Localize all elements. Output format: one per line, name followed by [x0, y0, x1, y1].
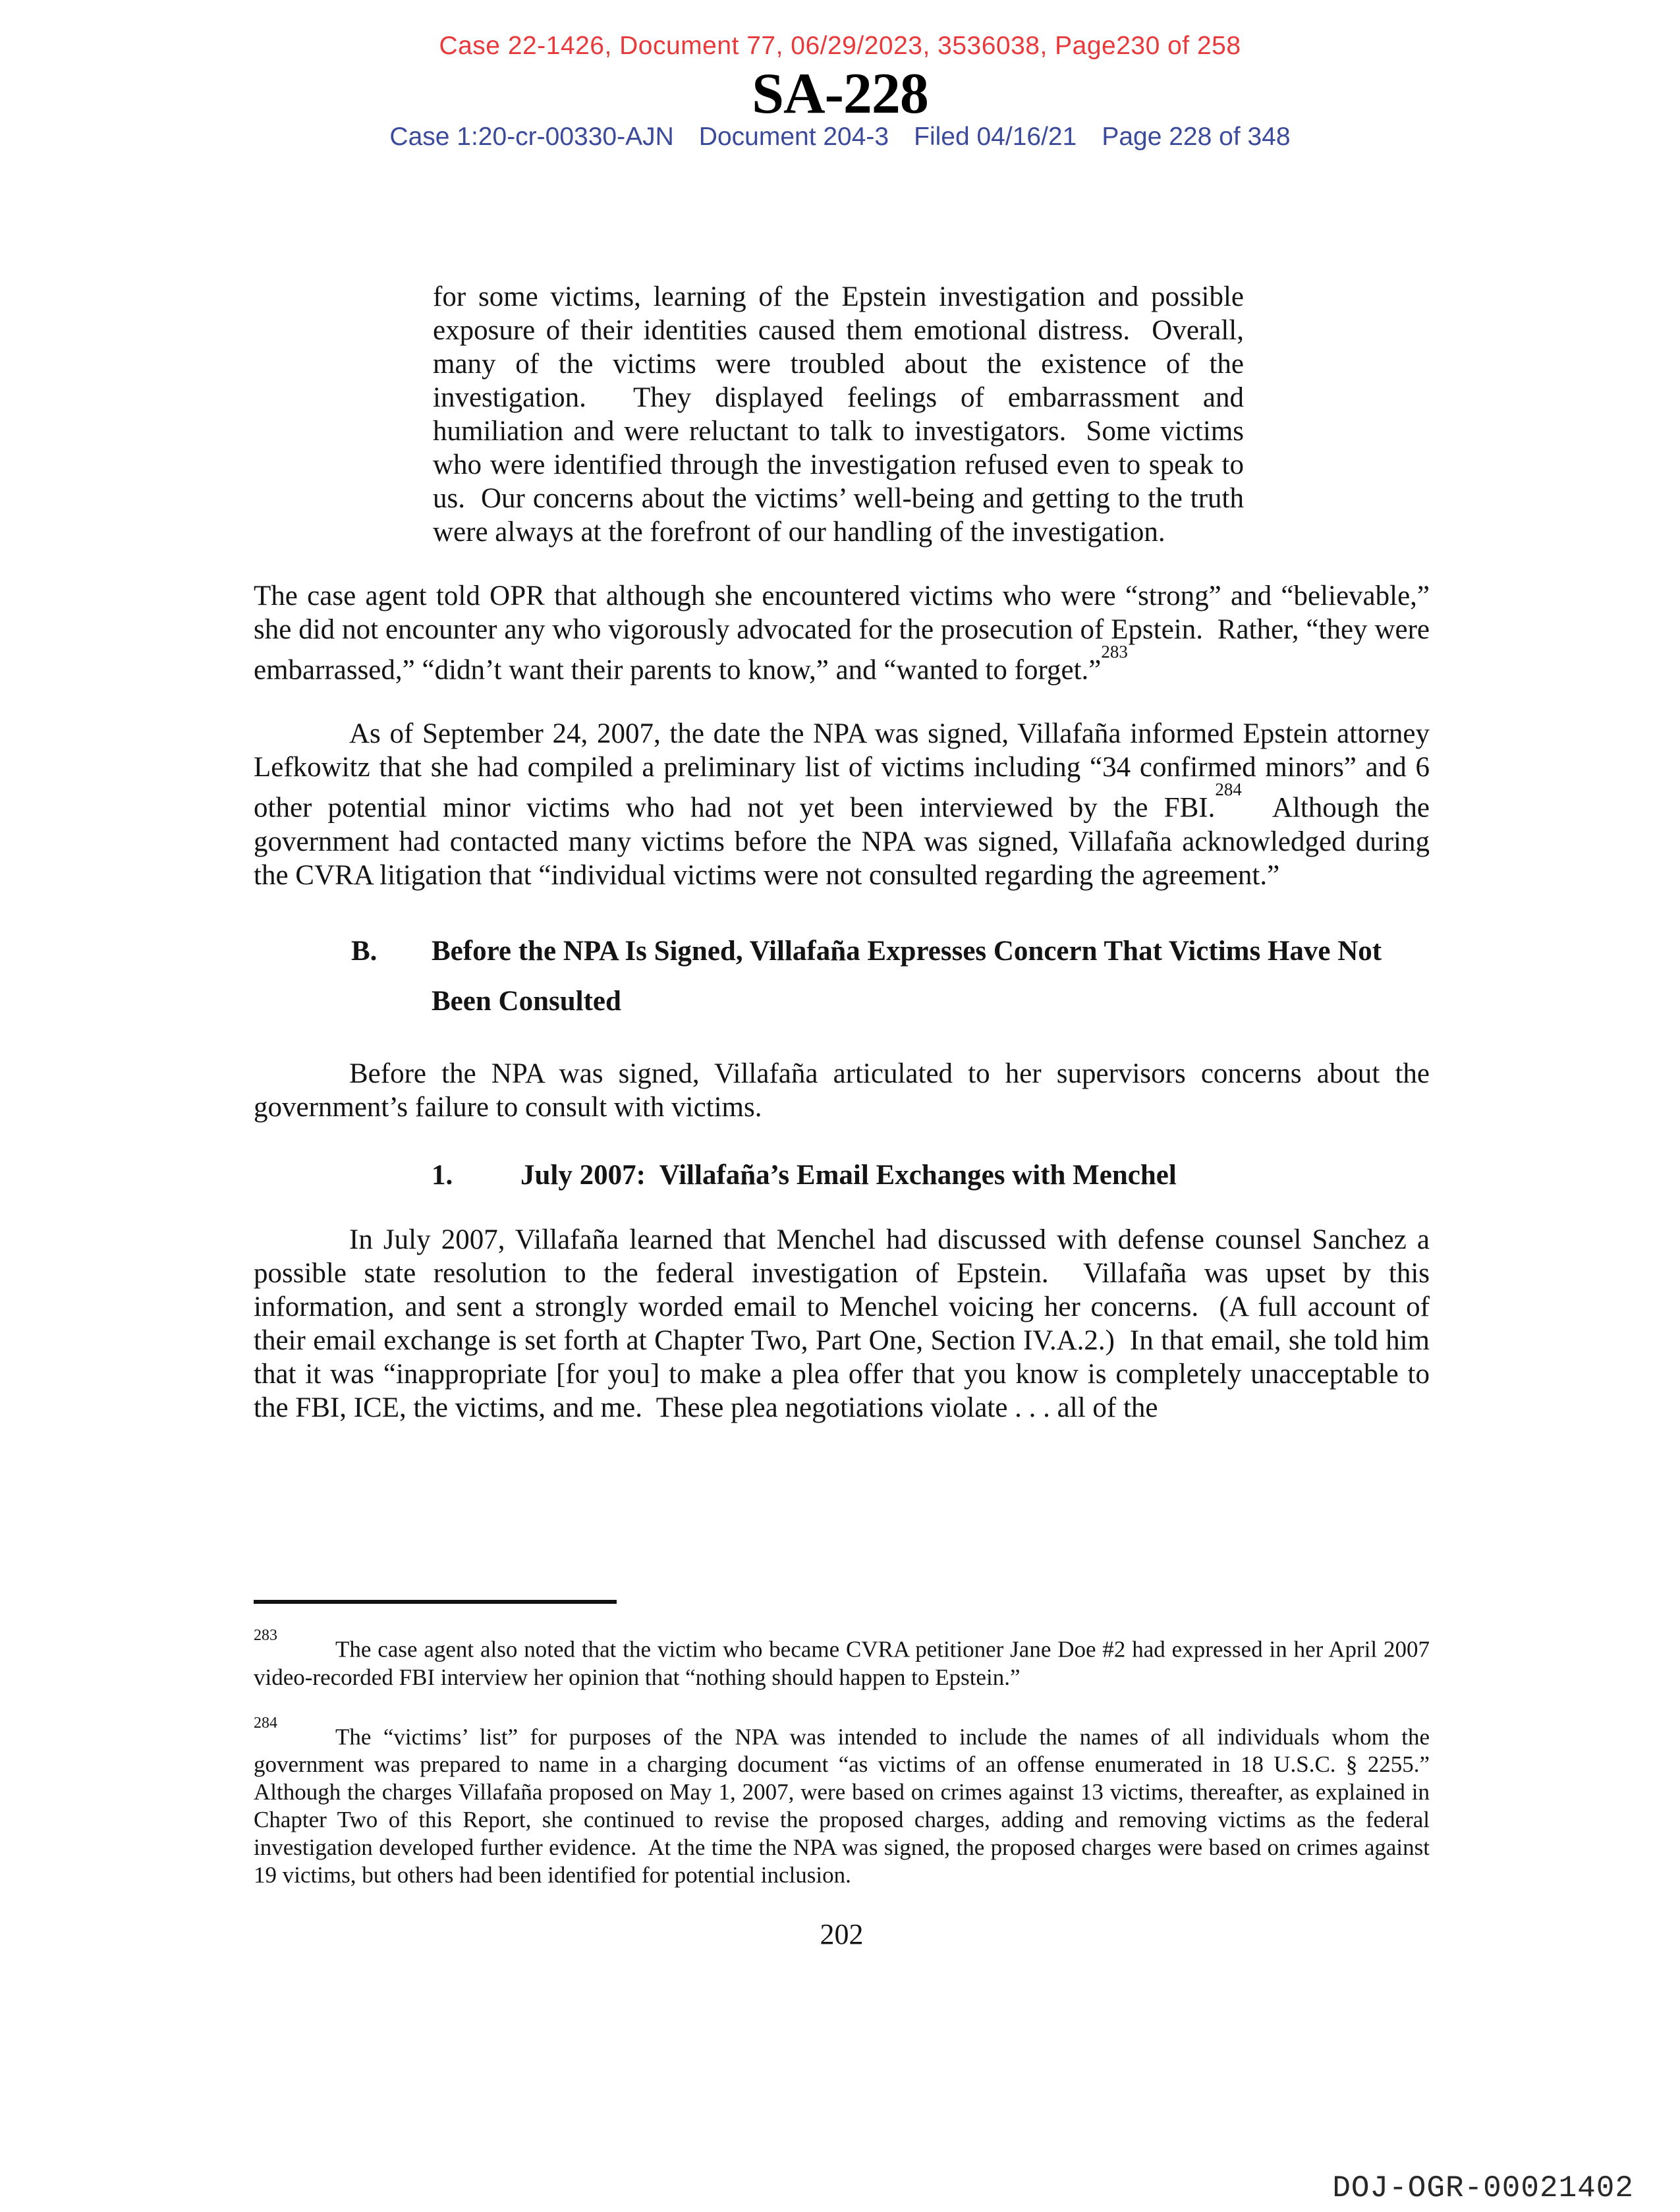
footnote-marker: 284	[254, 1714, 277, 1732]
paragraph-text: Before the NPA was signed, Villafaña articulated to her supervisors concerns about the government’s failure to consult with victims.	[254, 1058, 1437, 1123]
footnote-section	[254, 1600, 1442, 1889]
footnote-ref-283: 283	[1101, 642, 1128, 662]
block-quote-text: for some victims, learning of the Epstein investigation and possible exposure of their identities caused them emotional distress. Overall, many of the victims were troubled about the existence of the investigation. They displayed feelings of embarrassment and humiliation and were reluctant to talk to investigators. Some victims who were identified through the investigation refused even to speak to us. Our concerns about the victims’ well-being and getting to the truth were always at the forefront of our handling of the investigation.	[433, 281, 1251, 548]
footnote-284	[254, 1714, 1442, 1890]
district-header-segment: Page 228 of 348	[1102, 123, 1291, 151]
footnote-283	[254, 1627, 1436, 1691]
body-text	[254, 280, 1437, 1425]
paragraph-before-npa	[254, 1057, 1437, 1124]
subsection-heading-number: 1.	[432, 1159, 453, 1191]
section-heading-number: B.	[351, 935, 378, 967]
district-header-line	[0, 123, 1680, 152]
paragraph-text: As of September 24, 2007, the date the NPA was signed, Villafaña informed Epstein attorney Lefkowitz that she had compiled a preliminary list of victims including “34 confirmed minors” and 6 other potential minor victims who had not yet been interviewed by the FBI.	[254, 718, 1437, 824]
footnote-separator	[254, 1600, 617, 1604]
footnote-text: The “victims’ list” for purposes of the NPA was intended to include the names of all individuals whom the government was prepared to name in a charging document “as victims of an offense enumerated in 18 U.S.C. § 2255.” Although the charges Villafaña proposed on May 1, 2007, were based on crimes against 13 victims, thereafter, as explained in Chapter Two of this Report, she continued to revise the proposed charges, adding and removing victims as the federal investigation developed further evidence. At the time the NPA was signed, the proposed charges were based on crimes against 19 victims, but others had been identified for potential inclusion.	[254, 1724, 1442, 1888]
paragraph-july-2007	[254, 1223, 1437, 1425]
footnote-marker: 283	[254, 1627, 277, 1644]
footnote-ref-284: 284	[1215, 780, 1242, 800]
page-number: 202	[820, 1918, 864, 1950]
footnote-text: The case agent also noted that the victim who became CVRA petitioner Jane Doe #2 had expressed in her April 2007 video-recorded FBI interview her opinion that “nothing should happen to Epstein.”	[254, 1636, 1436, 1690]
appellate-header-line: Case 22-1426, Document 77, 06/29/2023, 3536038, Page230 of 258	[439, 32, 1241, 60]
district-header-segment: Case 1:20-cr-00330-AJN	[389, 123, 674, 151]
block-quote	[433, 280, 1251, 549]
district-header-segment: Document 204-3	[698, 123, 889, 151]
paragraph-text: In July 2007, Villafaña learned that Menchel had discussed with defense counsel Sanchez a possible state resolution to the federal investigation of Epstein. Villafaña was upset by this information, and sent a strongly worded email to Menchel voicing her concerns. (A full account of their email exchange is set forth at Chapter Two, Part One, Section IV.A.2.) In that email, she told him that it was “inappropriate [for you] to make a plea offer that you know is completely unacceptable to the FBI, ICE, the victims, and me. These plea negotiations violate . . . all of the	[254, 1224, 1437, 1423]
subsection-heading-text: July 2007: Villafaña’s Email Exchanges with Menchel	[520, 1159, 1177, 1191]
paragraph-case-agent	[254, 579, 1437, 687]
subsection-heading-1	[432, 1158, 1430, 1193]
paragraph-text: The case agent told OPR that although she encountered victims who were “strong” and “believable,” she did not encounter any who vigorously advocated for the prosecution of Epstein. Rather, “they were embarrassed,” “didn’t want their parents to know,” and “wanted to forget.”	[254, 581, 1437, 686]
bates-stamp: DOJ-OGR-00021402	[1332, 2171, 1634, 2205]
paragraph-text: Although the government had contacted many victims before the NPA was signed, Villafaña acknowledged during the CVRA litigation that “individual victims were not consulted regarding the agreement.”	[254, 792, 1437, 891]
section-heading-b	[351, 926, 1430, 1027]
district-header-segment: Filed 04/16/21	[914, 123, 1077, 151]
paragraph-september-npa	[254, 717, 1437, 892]
section-heading-text: Before the NPA Is Signed, Villafaña Expresses Concern That Victims Have Not Been Consulted	[432, 935, 1389, 1017]
sa-page-label: SA-228	[752, 62, 928, 126]
